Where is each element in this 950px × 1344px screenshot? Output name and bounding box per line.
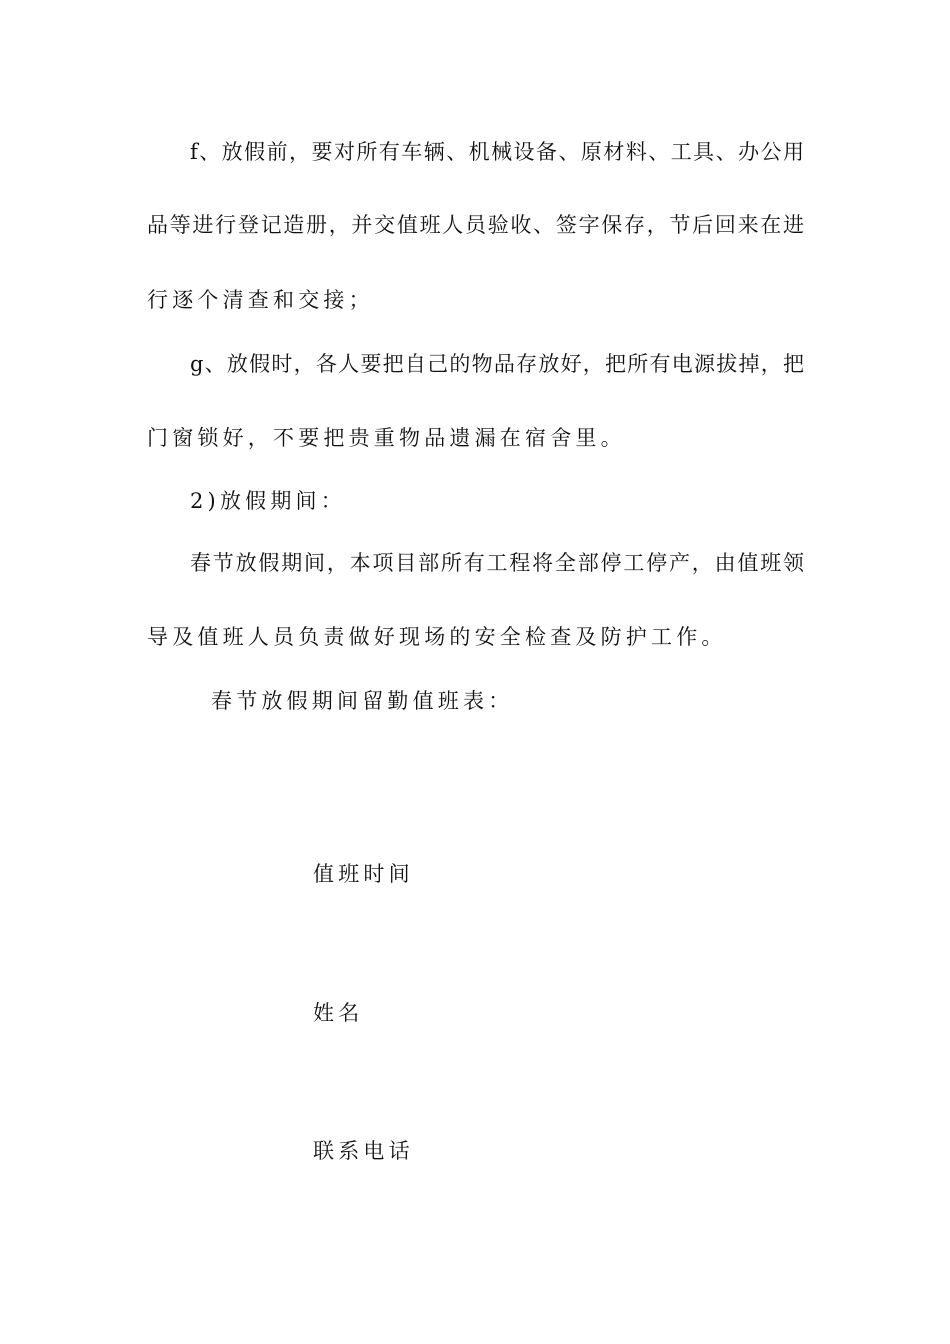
paragraph-f-line-1: f、放假前，要对所有车辆、机械设备、原材料、工具、办公用 xyxy=(190,140,804,164)
duty-table-header-phone: 联系电话 xyxy=(313,1139,414,1163)
duty-table-title: 春节放假期间留勤值班表： xyxy=(211,689,514,713)
section-heading: 2)放假期间： xyxy=(190,489,346,513)
paragraph-g-line-2: 门窗锁好，不要把贵重物品遗漏在宿舍里。 xyxy=(147,426,626,450)
paragraph-f-line-2: 品等进行登记造册，并交值班人员验收、签字保存，节后回来在进 xyxy=(147,213,804,237)
duty-table-header-time: 值班时间 xyxy=(313,862,414,886)
paragraph-g-line-1: g、放假时，各人要把自己的物品存放好，把所有电源拔掉，把 xyxy=(190,352,804,376)
duty-table-header-name: 姓名 xyxy=(313,1001,364,1025)
paragraph-holiday-line-2: 导及值班人员负责做好现场的安全检查及防护工作。 xyxy=(147,625,727,649)
paragraph-f-line-3: 行逐个清查和交接； xyxy=(147,288,374,312)
paragraph-holiday-line-1: 春节放假期间，本项目部所有工程将全部停工停产，由值班领 xyxy=(190,551,804,575)
